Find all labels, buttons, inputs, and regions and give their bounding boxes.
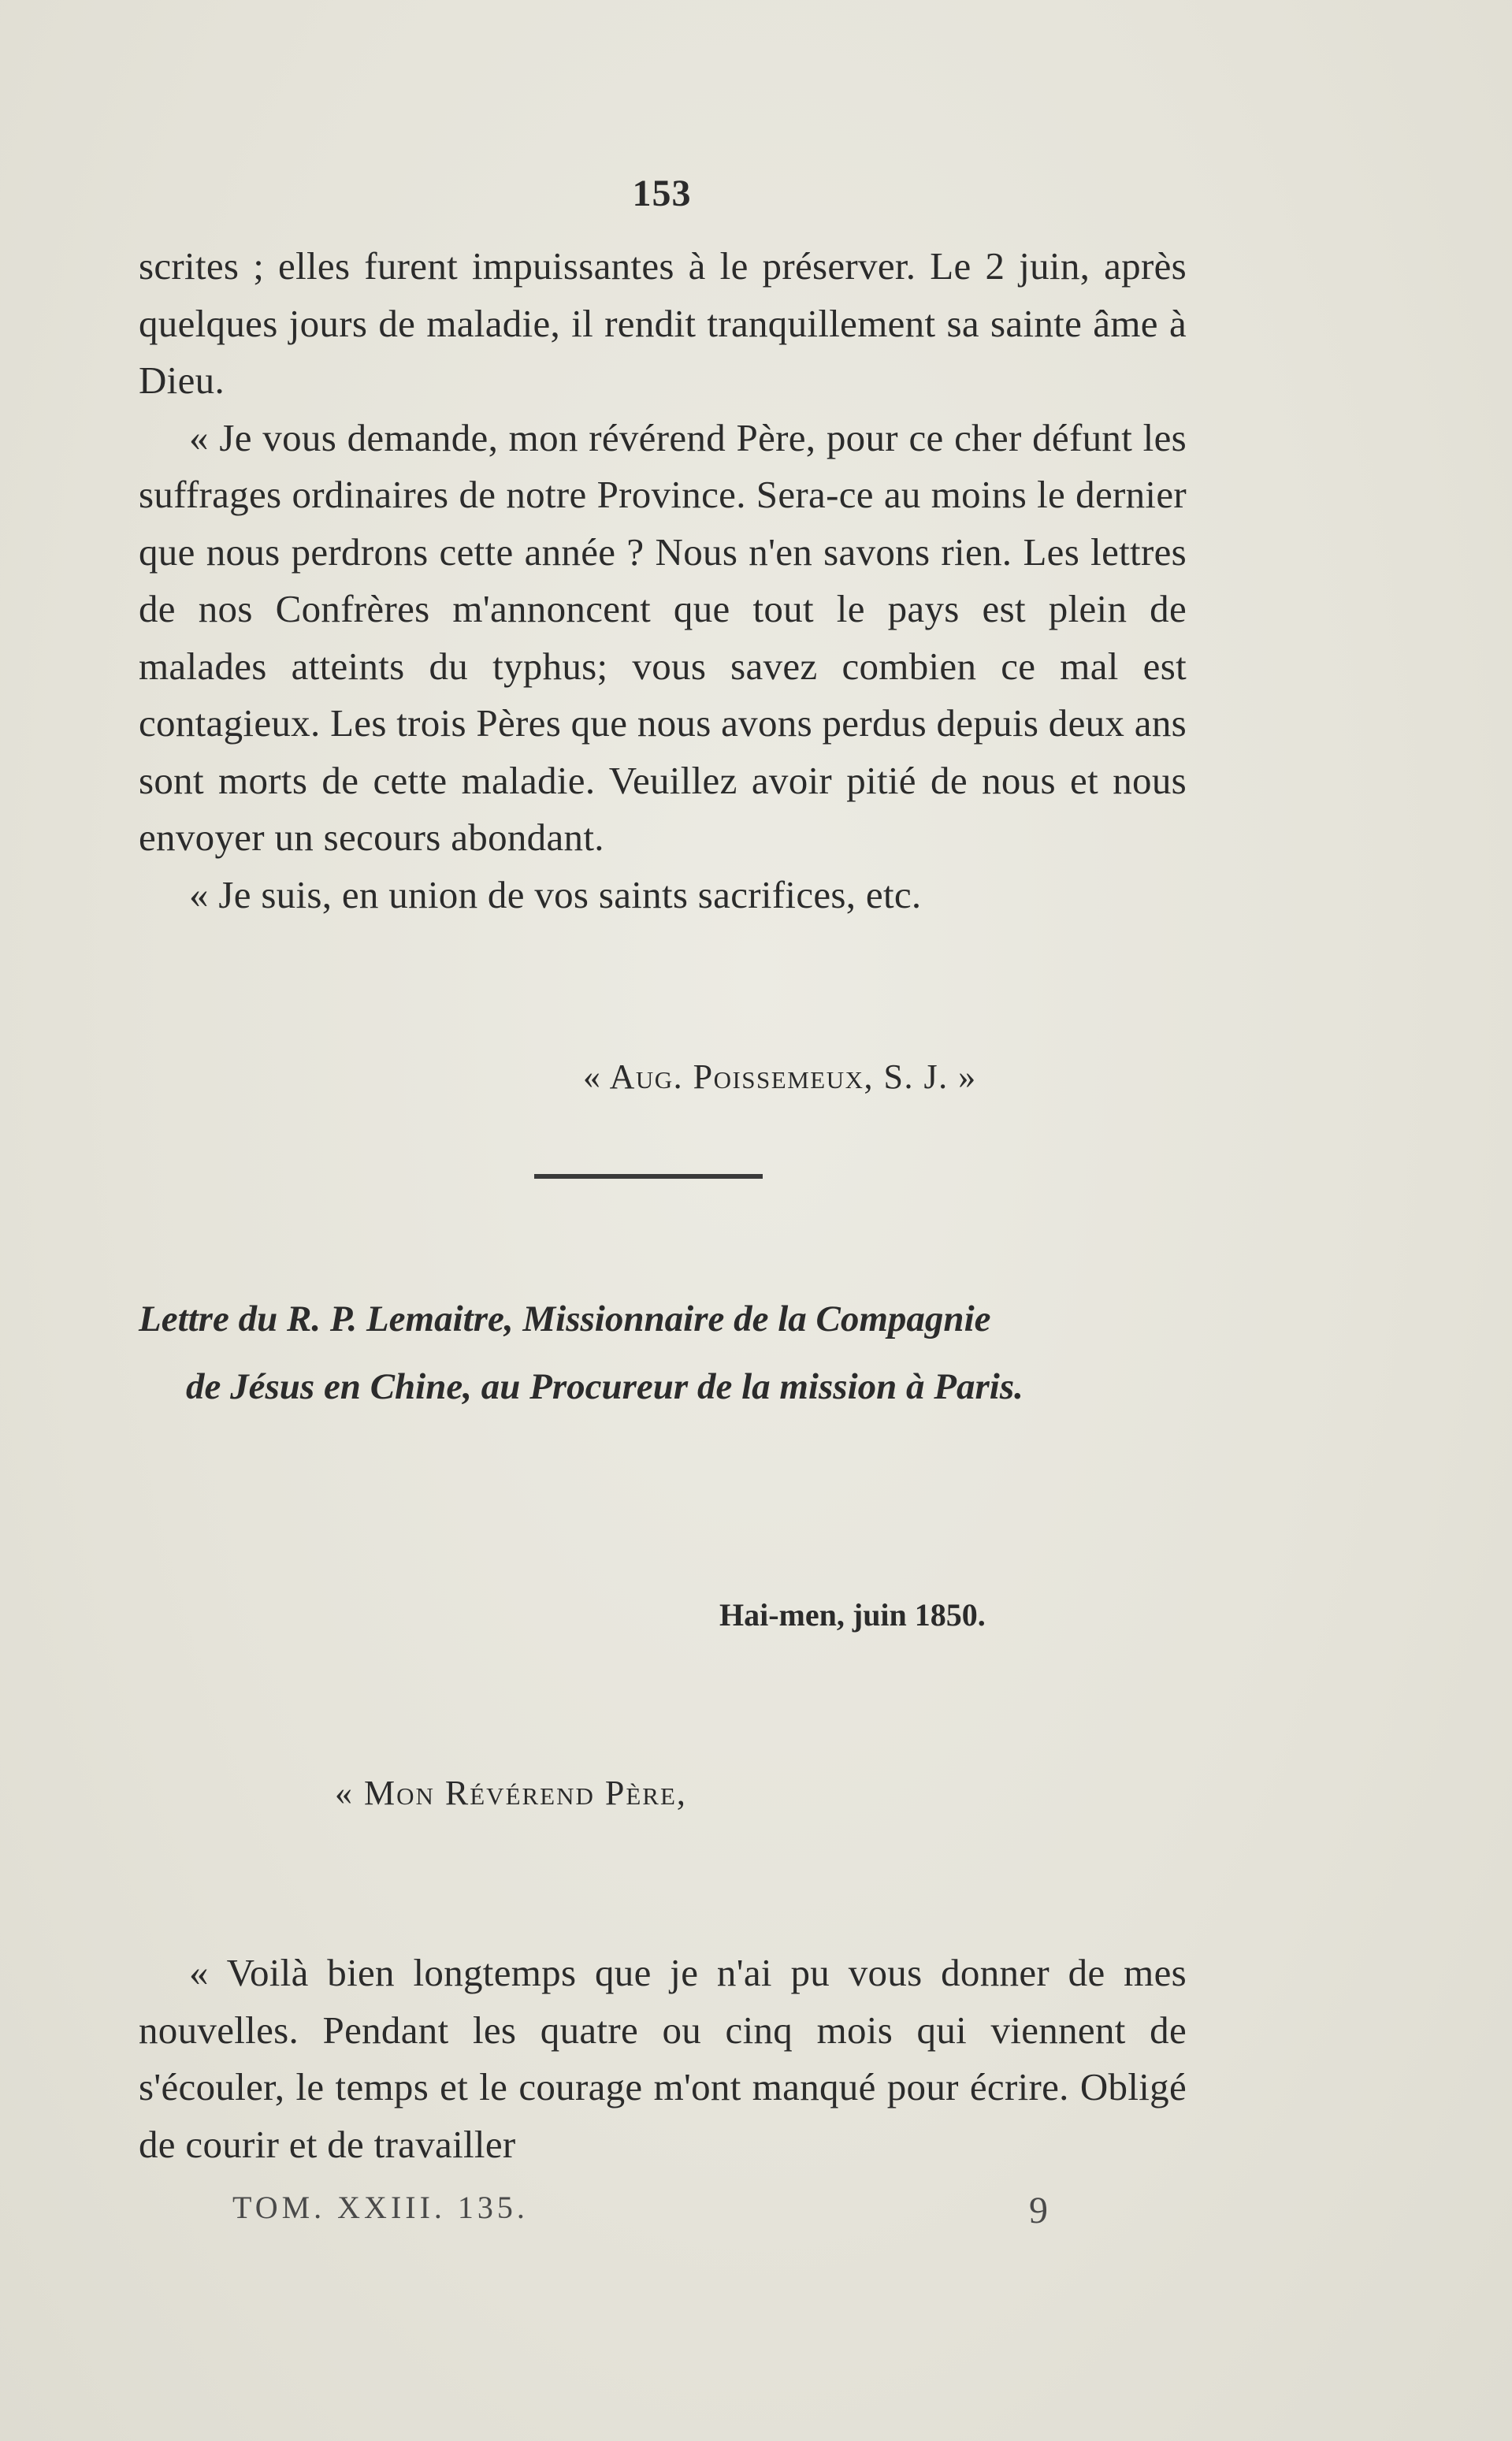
body-text-bottom [139, 1945, 1187, 2173]
paragraph-closing: « Je suis, en union de vos saints sacrifices, etc. [189, 872, 922, 916]
page-number: 153 [632, 173, 692, 214]
body-text-top [139, 238, 1187, 923]
letter-salutation: « Mon Révérend Père, [335, 1774, 687, 1812]
letter-heading [139, 1285, 1183, 1421]
paragraph-continuation: scrites ; elles furent impuissantes à le préserver. Le 2 juin, après quelques jours de maladie, il rendit tranquillement sa sainte âme à Dieu. [139, 244, 1187, 402]
letter-heading-line-2: de Jésus en Chine, au Procureur de la mission à Paris. [186, 1366, 1023, 1407]
paragraph-opening: « Voilà bien longtemps que je n'ai pu vous donner de mes nouvelles. Pendant les quatre ou cinq mois qui viennent de s'écouler, le temps et le courage m'ont manqué pour écrire. Obligé de courir et de travailler [139, 1951, 1187, 2166]
letter-signature: « Aug. Poissemeux, S. J. » [583, 1057, 977, 1096]
letter-heading-line-1: Lettre du R. P. Lemaitre, Missionnaire de la Compagnie [139, 1299, 991, 1339]
signature-mark: 9 [1029, 2190, 1048, 2231]
letter-dateline: Hai-men, juin 1850. [719, 1597, 986, 1633]
volume-mark: TOM. XXIII. 135. [232, 2190, 529, 2225]
page-footer [232, 2189, 1048, 2231]
paragraph-request: « Je vous demande, mon révérend Père, pour ce cher défunt les suffrages ordinaires de notre Province. Sera-ce au moins le dernier que nous perdrons cette année ? Nous n'en savons rien. Les lettres de nos Confrères m'annoncent que tout le pays est plein de malades atteints du typhus; vous savez combien ce mal est contagieux. Les trois Pères que nous avons perdus depuis deux ans sont morts de cette maladie. Veuillez avoir pitié de nous et nous envoyer un secours abondant. [139, 415, 1187, 859]
section-separator [534, 1174, 763, 1179]
